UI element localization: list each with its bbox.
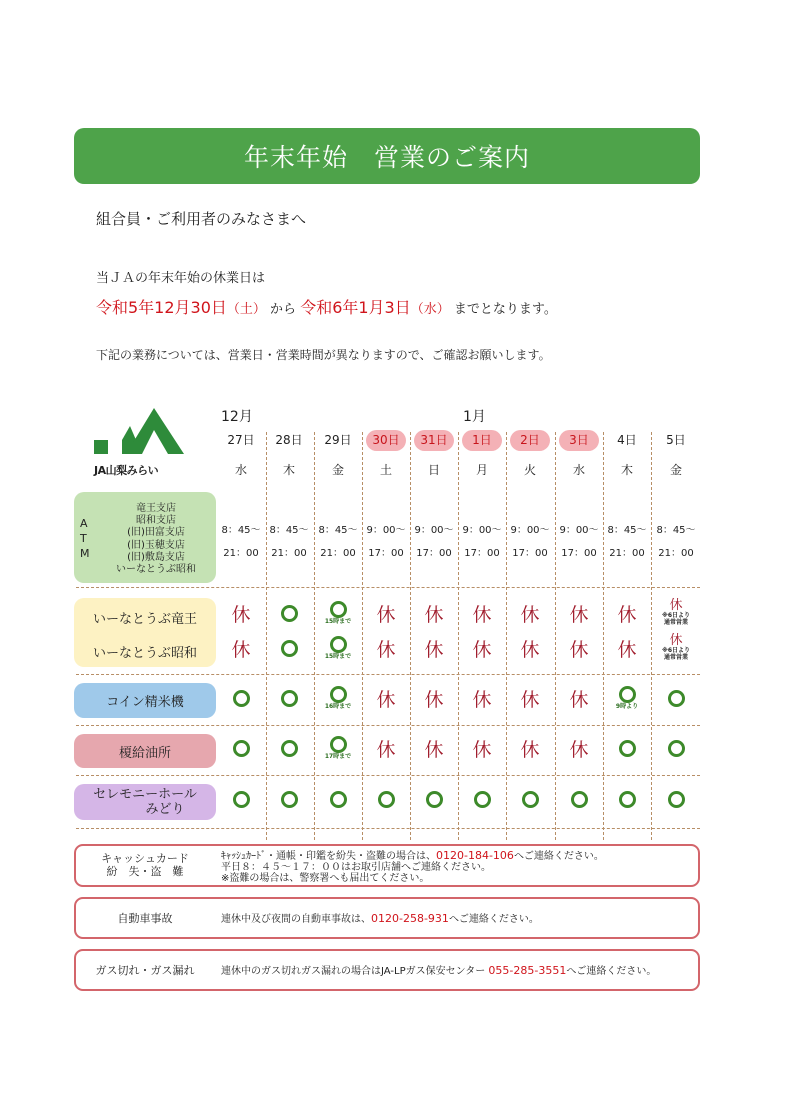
inna-showa-cell (269, 640, 309, 657)
inna-ryuo-cell (607, 605, 647, 625)
card-phone[interactable]: 0120-184-106 (436, 849, 514, 862)
ceremony-cell (656, 791, 696, 808)
row-divider (76, 674, 700, 675)
ceremony-label-line1: セレモニーホール (93, 787, 197, 802)
day-header: 30日 (366, 430, 406, 451)
atm-close-time: 21：00 (658, 548, 694, 559)
row-divider (76, 725, 700, 726)
atm-open-time: 8：45～ (221, 525, 261, 536)
closed-mark: 休 (231, 639, 251, 661)
period-start-weekday: （土） (226, 302, 266, 317)
coin-cell (269, 690, 309, 707)
weekday-header: 木 (282, 463, 295, 477)
inna-ryuo-cell (510, 605, 550, 625)
column-divider (314, 432, 315, 840)
oil-cell (656, 740, 696, 757)
car-pre: 連休中及び夜間の自動車事故は、 (221, 914, 371, 925)
ceremony-cell (510, 791, 550, 808)
inna-ryuo-cell (414, 605, 454, 625)
day-header: 1日 (462, 430, 502, 451)
inna-showa-cell (318, 636, 358, 660)
cell-note: 16時まで (324, 703, 352, 710)
open-circle-icon (330, 791, 347, 808)
car-contact-label: 自動車事故 (117, 912, 173, 925)
closed-mark: 休 (569, 689, 589, 711)
closed-mark: 休 (617, 604, 637, 626)
card-label-line2: 紛 失・盗 難 (106, 865, 184, 878)
inna-ryuo-cell (366, 605, 406, 625)
column-divider (651, 432, 652, 840)
column-divider (410, 432, 411, 840)
coin-cell (559, 690, 599, 710)
open-circle-icon (281, 791, 298, 808)
closed-mark: 休 (520, 739, 540, 761)
open-circle-icon (426, 791, 443, 808)
closed-mark: 休 (424, 689, 444, 711)
row-divider (76, 775, 700, 776)
period-start: 令和5年12月30日 (96, 298, 227, 317)
column-divider (266, 432, 267, 840)
oil-cell (221, 740, 261, 757)
closed-mark: 休 (472, 604, 492, 626)
open-circle-icon (619, 791, 636, 808)
open-circle-icon (571, 791, 588, 808)
inna-ryuo-cell (269, 605, 309, 622)
open-circle-icon (378, 791, 395, 808)
closed-mark: 休 (376, 604, 396, 626)
month-january: 1月 (463, 409, 486, 425)
atm-close-time: 21：00 (609, 548, 645, 559)
inna-ryuo-cell (221, 605, 261, 625)
closed-mark: 休 (569, 739, 589, 761)
atm-letter-t: T (80, 532, 87, 545)
closed-mark: 休 (424, 639, 444, 661)
period-end: 令和6年1月3日 (300, 298, 411, 317)
inna-showa-cell (607, 640, 647, 660)
ceremony-cell (366, 791, 406, 808)
weekday-header: 金 (669, 463, 682, 477)
atm-open-time: 9：00～ (559, 525, 599, 536)
card-line1-pre: ｷｬｯｼｭｶｰﾄﾞ・通帳・印鑑を紛失・盗難の場合は、 (221, 851, 436, 862)
inna-showa-cell (462, 640, 502, 660)
oil-label: 榎給油所 (118, 745, 171, 761)
open-circle-icon (522, 791, 539, 808)
oil-cell (559, 740, 599, 760)
oil-cell (414, 740, 454, 760)
day-header: 27日 (227, 433, 255, 447)
inna-ryuo-cell (462, 605, 502, 625)
weekday-header: 日 (427, 463, 440, 477)
atm-open-time: 9：00～ (366, 525, 406, 536)
gas-phone[interactable]: 055-285-3551 (488, 964, 567, 977)
atm-branch: (旧)敷島支店 (127, 551, 185, 563)
oil-cell (462, 740, 502, 760)
atm-letter-a: A (80, 517, 88, 530)
day-header: 4日 (617, 433, 637, 447)
ceremony-cell (318, 791, 358, 808)
weekday-header: 金 (331, 463, 344, 477)
oil-cell (510, 740, 550, 760)
card-contact-box (74, 844, 700, 887)
period-mid: から (265, 302, 301, 317)
coin-label: コイン精米機 (106, 695, 184, 710)
atm-branch: 昭和支店 (136, 515, 176, 527)
weekday-header: 月 (475, 463, 488, 477)
atm-close-time: 17：00 (416, 548, 452, 559)
coin-cell (366, 690, 406, 710)
inna-ryuo-label: いーなとうぶ竜王 (92, 612, 197, 627)
page-title-banner (74, 128, 700, 184)
closed-mark: 休 (376, 639, 396, 661)
atm-close-time: 21：00 (271, 548, 307, 559)
closed-mark: 休 (669, 633, 683, 648)
ceremony-cell (559, 791, 599, 808)
open-circle-icon (233, 740, 250, 757)
car-post: へご連絡ください。 (448, 914, 539, 925)
atm-open-time: 9：00～ (510, 525, 550, 536)
cell-note: 17時まで (324, 753, 352, 760)
cell-note: 9時より (615, 703, 639, 710)
oil-cell (366, 740, 406, 760)
atm-close-time: 17：00 (368, 548, 404, 559)
coin-cell (318, 686, 358, 710)
card-line2: 平日８：４５～１７：００はお取引店舗へご連絡ください。 (221, 862, 491, 873)
open-circle-icon (668, 690, 685, 707)
coin-label-box (74, 683, 216, 718)
ja-logo-text: JA山梨みらい (94, 464, 159, 477)
ja-logo-mark (92, 404, 192, 460)
coin-cell (414, 690, 454, 710)
cell-note: 通常営業 (663, 619, 688, 626)
month-december: 12月 (221, 409, 253, 425)
intro-text: 当ＪＡの年末年始の休業日は (96, 271, 266, 286)
inna-ryuo-cell (318, 601, 358, 625)
card-line1-post: へご連絡ください。 (513, 851, 604, 862)
column-divider (458, 432, 459, 840)
gas-post: へご連絡ください。 (566, 966, 657, 977)
closed-mark: 休 (424, 739, 444, 761)
inna-showa-cell (656, 634, 696, 661)
page-title: 年末年始 営業のご案内 (243, 143, 530, 172)
atm-open-time: 8：45～ (269, 525, 309, 536)
ceremony-cell (414, 791, 454, 808)
coin-cell (607, 686, 647, 710)
open-circle-icon (281, 640, 298, 657)
atm-branch-list (104, 503, 208, 576)
atm-branch: いーなとうぶ昭和 (116, 564, 196, 576)
atm-branch: (旧)玉穂支店 (127, 539, 185, 551)
weekday-header: 水 (572, 463, 585, 477)
closed-mark: 休 (520, 604, 540, 626)
car-contact-text (221, 913, 539, 925)
closed-mark: 休 (617, 639, 637, 661)
open-circle-icon (668, 791, 685, 808)
open-circle-icon (668, 740, 685, 757)
gas-contact-box (74, 949, 700, 991)
open-circle-icon (330, 686, 347, 703)
period-tail: までとなります。 (449, 302, 557, 317)
row-divider (76, 587, 700, 588)
closed-mark: 休 (231, 604, 251, 626)
coin-cell (221, 690, 261, 707)
inna-showa-cell (559, 640, 599, 660)
open-circle-icon (281, 740, 298, 757)
greeting: 組合員・ご利用者のみなさまへ (96, 210, 307, 228)
inna-showa-label: いーなとうぶ昭和 (92, 646, 197, 661)
open-circle-icon (330, 636, 347, 653)
atm-open-time: 8：45～ (318, 525, 358, 536)
cell-note: 通常営業 (663, 654, 688, 661)
weekday-header: 木 (620, 463, 633, 477)
ceremony-cell (269, 791, 309, 808)
weekday-header: 水 (234, 463, 247, 477)
inna-showa-cell (366, 640, 406, 660)
inna-showa-cell (221, 640, 261, 660)
atm-open-time: 8：45～ (656, 525, 696, 536)
day-header: 2日 (510, 430, 550, 451)
atm-branch: 竜王支店 (136, 503, 176, 514)
atm-close-time: 17：00 (512, 548, 548, 559)
open-circle-icon (233, 690, 250, 707)
inna-showa-cell (510, 640, 550, 660)
ceremony-cell (607, 791, 647, 808)
atm-open-time: 9：00～ (414, 525, 454, 536)
atm-branch: (旧)田富支店 (127, 527, 185, 539)
atm-close-time: 21：00 (223, 548, 259, 559)
open-circle-icon (474, 791, 491, 808)
gas-pre: 連休中のガス切れガス漏れの場合はJA-LPガス保安センター (221, 966, 489, 977)
inna-showa-cell (414, 640, 454, 660)
atm-close-time: 17：00 (561, 548, 597, 559)
open-circle-icon (619, 740, 636, 757)
open-circle-icon (233, 791, 250, 808)
coin-cell (656, 690, 696, 707)
oil-cell (318, 736, 358, 760)
row-divider (76, 828, 700, 829)
oil-label-box (74, 734, 216, 768)
atm-open-time: 9：00～ (462, 525, 502, 536)
cell-note: ※6日より (661, 612, 690, 619)
inna-label-box (74, 598, 216, 667)
closed-mark: 休 (520, 689, 540, 711)
closed-mark: 休 (472, 689, 492, 711)
gas-contact-label: ガス切れ・ガス漏れ (95, 964, 195, 977)
open-circle-icon (330, 601, 347, 618)
oil-cell (269, 740, 309, 757)
closed-mark: 休 (669, 598, 683, 613)
column-divider (603, 432, 604, 840)
coin-cell (462, 690, 502, 710)
inna-ryuo-cell (559, 605, 599, 625)
ceremony-label-line2: みどり (145, 802, 185, 817)
period-end-weekday: （水） (410, 302, 450, 317)
gas-contact-text (221, 965, 656, 977)
column-divider (362, 432, 363, 840)
closed-mark: 休 (424, 604, 444, 626)
day-header: 28日 (275, 433, 303, 447)
closed-mark: 休 (472, 739, 492, 761)
car-contact-box (74, 897, 700, 939)
day-header: 3日 (559, 430, 599, 451)
ja-logo (92, 404, 192, 477)
atm-letter-m: M (80, 547, 90, 560)
closed-mark: 休 (376, 689, 396, 711)
holiday-period (96, 295, 557, 318)
column-divider (506, 432, 507, 840)
open-circle-icon (330, 736, 347, 753)
atm-open-time: 8：45～ (607, 525, 647, 536)
open-circle-icon (281, 605, 298, 622)
closed-mark: 休 (376, 739, 396, 761)
atm-close-time: 17：00 (464, 548, 500, 559)
inna-ryuo-cell (656, 599, 696, 626)
card-label-line1: キャッシュカード (101, 852, 189, 865)
oil-cell (607, 740, 647, 757)
day-header: 5日 (666, 433, 686, 447)
column-divider (555, 432, 556, 840)
card-contact-text (221, 850, 604, 884)
closed-mark: 休 (569, 639, 589, 661)
car-phone[interactable]: 0120-258-931 (371, 912, 449, 925)
weekday-header: 火 (523, 463, 536, 477)
card-line3: ※盗難の場合は、警察署へも届出てください。 (221, 873, 430, 884)
day-header: 29日 (324, 433, 352, 447)
closed-mark: 休 (569, 604, 589, 626)
weekday-header: 土 (379, 463, 392, 477)
card-contact-label (90, 852, 200, 878)
closed-mark: 休 (472, 639, 492, 661)
open-circle-icon (619, 686, 636, 703)
cell-note: 15時まで (324, 653, 352, 660)
day-header: 31日 (414, 430, 454, 451)
atm-close-time: 21：00 (320, 548, 356, 559)
coin-cell (510, 690, 550, 710)
notice-text: 下記の業務については、営業日・営業時間が異なりますので、ご確認お願いします。 (96, 348, 551, 362)
ceremony-label-box (74, 784, 216, 820)
closed-mark: 休 (520, 639, 540, 661)
open-circle-icon (281, 690, 298, 707)
cell-note: 15時まで (324, 618, 352, 625)
cell-note: ※6日より (661, 647, 690, 654)
ceremony-cell (462, 791, 502, 808)
ceremony-cell (221, 791, 261, 808)
